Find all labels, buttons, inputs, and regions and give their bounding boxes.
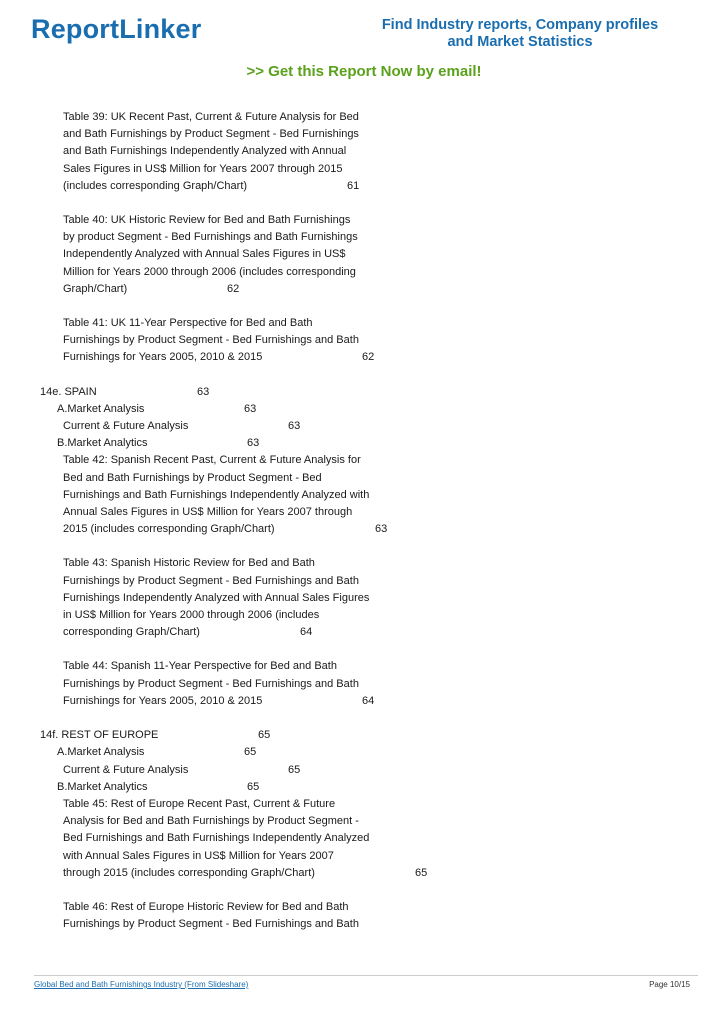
- toc-entry-text-line: Furnishings Independently Analyzed with Annual Sales Figures: [63, 591, 370, 604]
- toc-entry-text-line: Furnishings by Product Segment - Bed Furnishings and Bath: [63, 334, 359, 347]
- toc-entry-text-line: A.Market Analysis: [57, 746, 145, 759]
- toc-entry-text-line: Furnishings for Years 2005, 2010 & 2015: [63, 351, 263, 364]
- toc-entry-text-line: through 2015 (includes corresponding Graph/Chart): [63, 866, 315, 879]
- toc-entry-text-line: Table 45: Rest of Europe Recent Past, Current & Future: [63, 797, 336, 810]
- toc-entry: [0, 212, 728, 298]
- toc-page-number: 63: [375, 523, 388, 536]
- toc-page-number: 65: [247, 780, 260, 793]
- toc-entry-text-line: A.Market Analysis: [57, 402, 145, 415]
- toc-entry: [0, 899, 728, 933]
- toc-entry: [0, 109, 728, 195]
- toc-entry-text-line: 14f. REST OF EUROPE: [40, 729, 159, 742]
- tagline: [380, 17, 660, 51]
- toc-entry-text-line: Annual Sales Figures in US$ Million for Years 2007 through: [63, 506, 353, 519]
- toc-entry-text-line: 2015 (includes corresponding Graph/Chart): [63, 523, 275, 536]
- toc-entry: [0, 418, 728, 435]
- toc-page-number: 63: [288, 420, 301, 433]
- toc-entry-text-line: by product Segment - Bed Furnishings and Bath Furnishings: [63, 231, 358, 244]
- toc-entry: [0, 555, 728, 641]
- toc-entry-text-line: Independently Analyzed with Annual Sales Figures in US$: [63, 248, 346, 261]
- reportlinker-logo[interactable]: ReportLinker: [31, 14, 202, 44]
- toc-entry-text-line: B.Market Analytics: [57, 437, 148, 450]
- toc-entry: [0, 658, 728, 710]
- toc-entry: [0, 435, 728, 452]
- toc-entry-text-line: in US$ Million for Years 2000 through 2006 (includes: [63, 609, 320, 622]
- toc-page-number: 64: [300, 626, 313, 639]
- toc-entry-text-line: B.Market Analytics: [57, 780, 148, 793]
- get-report-link[interactable]: >> Get this Report Now by email!: [246, 63, 482, 80]
- toc-entry-text-line: Table 40: UK Historic Review for Bed and Bath Furnishings: [63, 214, 351, 227]
- toc-entry-text-line: Sales Figures in US$ Million for Years 2007 through 2015: [63, 162, 343, 175]
- toc-page-number: 62: [362, 351, 375, 364]
- toc-entry-text-line: with Annual Sales Figures in US$ Million for Years 2007: [63, 849, 334, 862]
- toc-page-number: 62: [227, 282, 240, 295]
- toc-page-number: 65: [244, 746, 257, 759]
- toc-entry-text-line: Bed Furnishings and Bath Furnishings Independently Analyzed: [63, 832, 370, 845]
- toc-page-number: 63: [244, 402, 257, 415]
- tagline-line-1: Find Industry reports, Company profiles: [381, 17, 659, 33]
- toc-entry: [0, 744, 728, 761]
- toc-page-number: 64: [362, 694, 375, 707]
- toc-entry: [0, 762, 728, 779]
- footer-source-link[interactable]: Global Bed and Bath Furnishings Industry (From Slideshare): [34, 980, 249, 989]
- footer-divider: [34, 975, 698, 976]
- toc-entry-text-line: and Bath Furnishings by Product Segment - Bed Furnishings: [63, 128, 359, 141]
- toc-entry: [0, 779, 728, 796]
- toc-entry-text-line: Furnishings by Product Segment - Bed Furnishings and Bath: [63, 677, 359, 690]
- toc-page-number: 63: [197, 385, 210, 398]
- toc-entry-text-line: (includes corresponding Graph/Chart): [63, 179, 248, 192]
- toc-entry-text-line: Million for Years 2000 through 2006 (includes corresponding: [63, 265, 356, 278]
- toc-entry: [0, 401, 728, 418]
- toc-entry: [0, 452, 728, 538]
- toc-entry-text-line: Current & Future Analysis: [63, 763, 189, 776]
- toc-page-number: 63: [247, 437, 260, 450]
- toc-entry-text-line: Table 42: Spanish Recent Past, Current & Future Analysis for: [63, 454, 361, 467]
- toc-entry-text-line: Furnishings by Product Segment - Bed Furnishings and Bath: [63, 574, 359, 587]
- toc-entry-text-line: Furnishings by Product Segment - Bed Furnishings and Bath: [63, 918, 359, 931]
- toc-page-number: 65: [288, 763, 301, 776]
- toc-entry-text-line: 14e. SPAIN: [40, 385, 97, 398]
- toc-entry-text-line: Analysis for Bed and Bath Furnishings by Product Segment -: [63, 815, 359, 828]
- toc-entry-text-line: corresponding Graph/Chart): [63, 626, 200, 639]
- toc-entry-text-line: Graph/Chart): [63, 282, 128, 295]
- toc-entry: [0, 315, 728, 367]
- toc-entry: [0, 727, 728, 744]
- page-number: Page 10/15: [649, 980, 690, 989]
- toc-entry-text-line: Table 46: Rest of Europe Historic Review for Bed and Bath: [63, 900, 349, 913]
- toc-entry-text-line: Furnishings for Years 2005, 2010 & 2015: [63, 694, 263, 707]
- toc-entry-text-line: Table 41: UK 11-Year Perspective for Bed and Bath: [63, 317, 313, 330]
- tagline-line-2: and Market Statistics: [447, 34, 593, 50]
- toc-entry-text-line: Current & Future Analysis: [63, 420, 189, 433]
- toc-entry-text-line: and Bath Furnishings Independently Analyzed with Annual: [63, 145, 347, 158]
- toc-entry-text-line: Bed and Bath Furnishings by Product Segment - Bed: [63, 471, 322, 484]
- toc-entry-text-line: Table 43: Spanish Historic Review for Bed and Bath: [63, 557, 315, 570]
- toc-page-number: 65: [258, 729, 271, 742]
- table-of-contents: [0, 109, 728, 933]
- toc-entry-text-line: Table 44: Spanish 11-Year Perspective for Bed and Bath: [63, 660, 337, 673]
- toc-entry-text-line: Table 39: UK Recent Past, Current & Future Analysis for Bed: [63, 111, 359, 123]
- toc-entry: [0, 384, 728, 401]
- toc-page-number: 65: [415, 866, 428, 879]
- toc-entry-text-line: Furnishings and Bath Furnishings Independently Analyzed with: [63, 488, 370, 501]
- toc-page-number: 61: [347, 179, 360, 192]
- toc-entry: [0, 796, 728, 882]
